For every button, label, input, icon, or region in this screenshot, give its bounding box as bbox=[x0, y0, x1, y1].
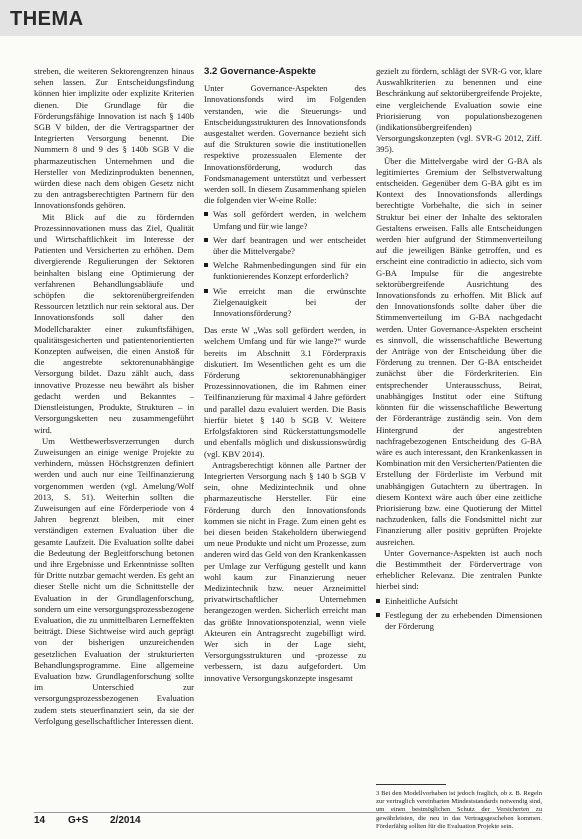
journal-name: G+S bbox=[68, 815, 89, 826]
question-list bbox=[204, 209, 366, 319]
paragraph: Über die Mittelvergabe wird der G-BA als legitimiertes Gremium der Selbstverwaltung entscheiden. Gegenüber dem G-BA gibt es im Kontext des Innovationsfonds allerdings berechtigte Vorbehalte, die sich in seiner Struktur bei einer der Inhalte des sektoralen Gestaltens erweisen. Falls alle Entscheidungen werden hier aufgrund der Stimmenverteilung auf die jeweiligen Bänke getroffen, und es erscheint eine contradictio in adiecto, sich vom G-BA Impulse für die angestrebte sektorübergreifende Ausrichtung des Innovationsfonds zu erhoffen. Mit Blick auf den Innovationsfonds sollte daher über die Stimmenverteilung im G-BA nachgedacht werden. Unter Governance-Aspekten erscheint es sinnvoll, die wissenschaftliche Bewertung der Anträge von der Entscheidung über die Förderung zu trennen. Der G-BA entscheidet zunächst über die Förderkriterien. Ein entsprechender Unterausschuss, Beirat, unabhängiges Institut oder eine Stiftung könnten für die wissenschaftliche Bewertung der Förderanträge zuständig sein. Von dem Hintergrund der angestrebten nachfragebezogenen Entscheidung des G-BA wäre es auch interessant, den Krankenkassen in Kombination mit den Versicherten/Patienten die Erstellung der Förderliste im Verbund mit unabhängigen Gutachtern zu übertragen. In diesem Kontext wäre auch über eine zeitliche Priorisierung bzw. eine Quotierung der Mittel nachzudenken, falls die Fondsmittel nicht zur Finanzierung aller positiv geprüften Projekte ausreichen. bbox=[376, 155, 542, 547]
paragraph: Das erste W „Was soll gefördert werden, in welchem Umfang und für wie lange?“ wurde bereits im Abschnitt 3.1 Förderpraxis diskutiert. Im Wesentlichen geht es um die Förderung sektorenunabhängiger Prozessinnovationen, die im Rahmen einer Teilfinanzierung für maximal 4 Jahre gefördert und parallel dazu evaluiert werden. Die Basis hierfür bietet § 140 b SGB V. Weitere Erfolgsfaktoren sind Rückerstattungsmodelle und ebenfalls möglich und diskussionswürdig (vgl. KBV 2014). bbox=[204, 325, 366, 459]
points-list bbox=[376, 596, 542, 633]
paragraph: Um Wettbewerbsverzerrungen durch Zuweisungen an einige wenige Projekte zu verhindern, müssen Höchstgrenzen definiert werden und auch nur eine Teilfinanzierung vorgenommen werden (vgl. Amelung/Wolf 2013, S. 51). Weiterhin sollten die Zuweisungen auf eine Förderperiode von 4 Jahren begrenzt bleiben, mit einer verständigen externen Evaluation über die gesamte Laufzeit. Die Evaluation sollte dabei die Bedeutung der Begleitforschung betonen und ihre Ergebnisse und Erkenntnisse sollten für Dritte nutzbar gemacht werden. Es geht an dieser Stelle nicht um die Schnittstelle der Evaluation in der Grundlagenforschung, sondern um eine versorgungsprozessbezogene Evaluation, die zu unmittelbaren Lerneffekten beiträgt. Diese Sichtweise wird auch geprägt von der bisherigen unzureichenden gesetzlichen Evaluation der strukturierten Behandlungsprogramme. Eine allgemeine Evaluation bzw. Grundlagenforschung sollte im Unterschied zur versorgungsprozessbezogenen Evaluation zudem stets steuerfinanziert sein, da sie der Verfolgung gesellschaftlicher Interessen dient. bbox=[34, 435, 194, 726]
paragraph: Unter Governance-Aspekten ist auch noch die Bestimmtheit der Fördervertrage von erheblicher Relevanz. Die zentralen Punkte hierbei sind: bbox=[376, 547, 542, 592]
page-number: 14 bbox=[34, 815, 46, 826]
list-item: Was soll gefördert werden, in welchem Umfang und für wie lange? bbox=[204, 209, 366, 231]
section-title: THEMA bbox=[10, 8, 84, 30]
subheading-governance: 3.2 Governance-Aspekte bbox=[204, 66, 316, 77]
paragraph: Mit Blick auf die zu fördernden Prozessinnovationen muss das Ziel, Qualität und Wirtschaftlichkeit im Interesse der Patienten und Versicherten zu erhöhen. Dem divergierende Regulierungen der Sektoren beinhalten bislang eine Optimierung der verfahrenen Behandlungsabläufe und schöpfen die sektorenübergreifenden Ressourcen letztlich nur rein sektoral aus. Der Innovationsfonds soll daher den Modellcharakter einer zukunftsfähigen, qualitätsgesicherten und patientenorientierten Konzepten aufweisen, die einen Anstoß für die angestrebte sektorenunabhängige Versorgung bildet. Dazu zählt auch, dass innovative Prozesse neu bewährt als bisher gedacht werden und Bekanntes – Dienstleistungen, Produkte, Strukturen – in Versorgungsketten neu zusammengeführt wird. bbox=[34, 211, 194, 435]
footer-divider bbox=[34, 812, 542, 813]
footnote: 3 Bei den Modellvorhaben ist jedoch fraglich, ob z. B. Regeln zur vertraglich vereinbarten Mindeststandards notwendig sind, um einen bestmöglichen Schutz der Versicherten zu gewährleisten, die neu in das Vertragsgeschehen kommen. Förderfähig sollten für die Evaluation Projekte sein. bbox=[376, 790, 542, 830]
column-2 bbox=[204, 66, 366, 684]
header-band bbox=[0, 0, 582, 36]
list-item: Festlegung der zu erhebenden Dimensionen der Förderung bbox=[376, 610, 542, 632]
paragraph: gezielt zu fördern, schlägt der SVR-G vor, klare Auswahlkriterien zu benennen und eine Beschränkung auf sektorübergreifende Projekte, eine vergleichende Evaluation sowie eine Priorisierung von populationsbezogenen (indikationsübergreifenden) Versorgungskonzepten (vgl. SVR-G 2012, Ziff. 395). bbox=[376, 66, 542, 155]
list-item: Welche Rahmenbedingungen sind für ein funktionierendes Konzept erforderlich? bbox=[204, 260, 366, 282]
paragraph: Unter Governance-Aspekten des Innovationsfonds wird im Folgenden verstanden, wie die Steuerungs- und Entscheidungsstrukturen des Innovationsfonds ausgestaltet werden. Governance bezieht sich auf die Strukturen sowie die institutionellen respektive prozessualen Elemente der Innovationsförderung, wodurch das Fondsmanagement unterstützt und verbessert werden soll. In diesem Zusammenhang spielen die folgenden vier W-eine Rolle: bbox=[204, 83, 366, 206]
footnote-divider bbox=[376, 784, 446, 785]
issue-number: 2/2014 bbox=[110, 815, 141, 826]
list-item: Wie erreicht man die erwünschte Zielgenauigkeit bei der Innovationsförderung? bbox=[204, 286, 366, 320]
page-footer bbox=[34, 812, 542, 830]
list-item: Wer darf beantragen und wer entscheidet über die Mittelvergabe? bbox=[204, 235, 366, 257]
list-item: Einheitliche Aufsicht bbox=[376, 596, 542, 607]
column-1 bbox=[34, 66, 194, 727]
column-3 bbox=[376, 66, 542, 638]
paragraph: streben, die weiteren Sektorengrenzen hinaus sehen lassen. Zur Entscheidungsfindung können hier implizite oder explizite Kriterien dienen. Die Grundlage für die Förderungsfähige Innovation ist nach § 140b SGB V bilden, der die Vertragspartner der Integrierten Versorgung benennt. Die Nummern 8 und 9 des § 140b SGB V die pharmazeutischen Unternehmen und die Hersteller von Medizinprodukten benennen, würden diese nach dem obigen Gesetz nicht zu den antragsberechtigten Partnern für den Innovationsfonds gehören. bbox=[34, 66, 194, 211]
paragraph: Antragsberechtigt können alle Partner der Integrierten Versorgung nach § 140 b SGB V sein, ohne Medizintechnik und ohne pharmazeutische Hersteller. Für eine Förderung durch den Innovationsfonds kommen sie nicht in Frage. Zum einen geht es bei diesen beiden Stakeholdern überwiegend um neue Produkte und nicht um Prozesse, zum anderen wird das Geld von den Krankenkassen per Umlage zur Verfügung gestellt und kann wohl kaum zur Finanzierung neuer Medizintechnik bzw. neuer Arzneimittel privatwirtschaftlicher Unternehmen herangezogen werden. Sicherlich erreicht man das größte Innovationspotenzial, wenn viele Akteuren ein Antragsrecht zugebilligt wird. Wer sich in der Lage sieht, Versorgungsstrukturen und -prozesse zu verbessern, ist dazu aufgefordert. Um innovative Versorgungskonzepte insgesamt bbox=[204, 459, 366, 683]
